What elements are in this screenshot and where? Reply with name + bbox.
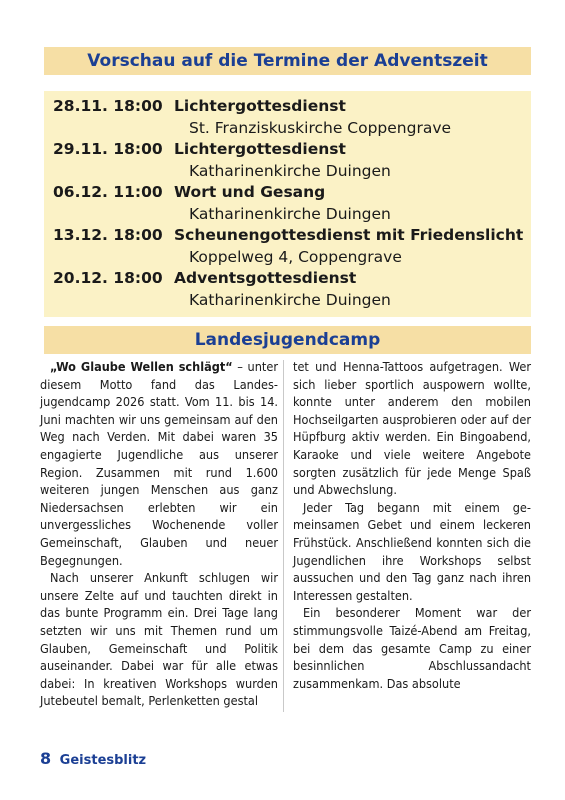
event-title: Lichtergottesdienst <box>174 97 346 115</box>
event-title: Scheunengottesdienst mit Friedenslicht <box>174 226 524 244</box>
event-date: 20.12. 18:00 <box>53 269 163 287</box>
event-date: 13.12. 18:00 <box>53 226 163 244</box>
page-number: 8 <box>40 749 52 768</box>
article-column-right <box>293 358 531 692</box>
event-title: Wort und Gesang <box>174 183 326 201</box>
event-place: Katharinenkirche Duingen <box>189 162 391 180</box>
article-paragraph <box>40 358 278 569</box>
section-heading-advent-preview: Vorschau auf die Termine der Adventszeit <box>44 47 531 75</box>
publication-name: Geistesblitz <box>59 753 147 768</box>
article-paragraph: Ein besonderer Moment war der stimmungsvolle Taizé-Abend am Freitag, bei dem das gesamte Camp zu einer besinnlichen Abschlussandacht zusammenkam. Das absolute <box>293 605 531 691</box>
event-place: Katharinenkirche Duingen <box>189 205 391 223</box>
section-heading-landesjugendcamp: Landesjugendcamp <box>44 326 531 354</box>
page-footer <box>40 749 146 768</box>
event-schedule <box>44 91 531 317</box>
article-paragraph: Jeder Tag begann mit einem gemeinsamen Gebet und einem leckeren Frühstück. Anschließend konnten sich die Jugendlichen ihre Workshops selbst aussuchen und den Tag ganz nach ihren Interessen gestalten. <box>293 499 531 603</box>
article-paragraph: Nach unserer Ankunft schlugen wir unsere Zelte auf und tauchten direkt in das bunte Programm ein. Drei Tage lang setzten wir uns mit Themen rund um Glauben, Gemeinschaft und Politik auseinander. Dabei war für alle etwas dabei: In kreativen Workshops wurden Jutebeutel bemalt, Perlenketten gestal <box>40 570 278 709</box>
article-lead: „Wo Glaube Wellen schlägt“ <box>50 359 233 374</box>
event-title: Adventsgottesdienst <box>174 269 357 287</box>
article-paragraph: tet und Henna-Tattoos aufgetragen. Wer sich lieber sportlich auspowern wollte, konnte unter anderem den mobilen Hochseilgarten ausprobieren oder auf der Hüpfburg aktiv werden. Ein Bingoabend, Karaoke und viele weitere Angebote sorgten zusätzlich für jede Menge Spaß und Abwechslung. <box>293 359 531 498</box>
article-text: – unter diesem Motto fand das Landesjugendcamp 2026 statt. Vom 11. bis 14. Juni machten wir uns gemeinsam auf den Weg nach Verden. Mit dabei waren 35 engagierte Jugendliche aus unserer Region. Zusammen mit rund 1.600 weiteren jungen Menschen aus ganz Niedersachsen erlebten wir ein unvergessliches Wochenende voller Gemeinschaft, Glauben und neuer Begegnungen. <box>40 359 278 568</box>
article-column-left <box>40 358 278 710</box>
event-date: 28.11. 18:00 <box>53 97 163 115</box>
event-place: Koppelweg 4, Coppengrave <box>189 248 402 266</box>
event-date: 29.11. 18:00 <box>53 140 163 158</box>
event-title: Lichtergottesdienst <box>174 140 346 158</box>
event-date: 06.12. 11:00 <box>53 183 163 201</box>
event-place: Katharinenkirche Duingen <box>189 291 391 309</box>
event-place: St. Franziskuskirche Coppengrave <box>189 119 452 137</box>
column-divider <box>283 360 284 712</box>
